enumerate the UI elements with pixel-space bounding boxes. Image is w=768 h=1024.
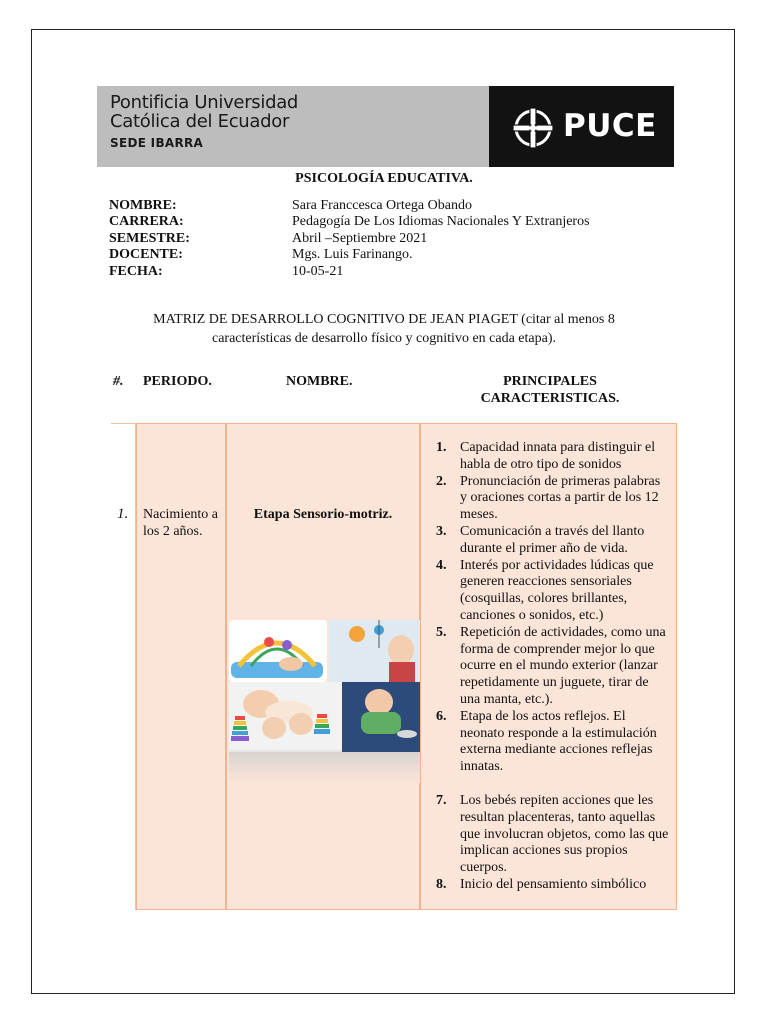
- puce-cross-emblem-icon: [511, 106, 555, 150]
- list-item-text: Capacidad innata para distinguir el habla de otro tipo de sonidos: [460, 440, 656, 472]
- university-name-line2: Católica del Ecuador: [110, 111, 290, 132]
- list-item: [430, 524, 670, 558]
- periodo-text: Nacimiento a los 2 años.: [143, 507, 219, 539]
- list-item: [430, 625, 670, 709]
- info-value-fecha: 10-05-21: [292, 264, 344, 279]
- banner-left-panel: [97, 86, 489, 167]
- row-number: 1.: [117, 506, 129, 522]
- characteristics-list: [430, 440, 670, 894]
- list-item: [430, 474, 670, 524]
- list-item-number: 1.: [436, 440, 447, 455]
- list-item-number: 3.: [436, 523, 447, 539]
- university-name-line1: Pontificia Universidad: [110, 92, 299, 113]
- list-item: [430, 877, 670, 894]
- list-item-text: Etapa de los actos reflejos. El neonato responde a la estimulación externa mediante acciones reflejas innatas.: [460, 708, 657, 775]
- matrix-title: [120, 310, 648, 348]
- list-item-text: Comunicación a través del llanto durante el primer año de vida.: [460, 523, 645, 556]
- info-value-nombre: Sara Franccesca Ortega Obando: [292, 198, 472, 213]
- info-value-docente: Mgs. Luis Farinango.: [292, 247, 413, 262]
- header-periodo: PERIODO.: [143, 374, 212, 389]
- cell-periodo: [136, 423, 226, 910]
- list-item-text: Pronunciación de primeras palabras y oraciones cortas a partir de los 12 meses.: [460, 473, 661, 523]
- list-item-number: 6.: [436, 708, 447, 724]
- info-label-fecha: FECHA:: [109, 264, 163, 279]
- matrix-title-line1: MATRIZ DE DESARROLLO COGNITIVO DE JEAN PIAGET (citar al menos 8: [153, 312, 615, 327]
- university-banner: [97, 86, 674, 167]
- list-item-text: Inicio del pensamiento simbólico: [460, 876, 647, 892]
- header-num: #.: [113, 374, 124, 389]
- list-item-number: 4.: [436, 557, 447, 573]
- list-item-text: Repetición de actividades, como una forma de comprender mejor lo que ocurre en el mundo exterior (lanzar repetidamente un juguete, tirar de una manta, etc.).: [460, 624, 666, 707]
- info-label-carrera: CARRERA:: [109, 214, 184, 229]
- header-caract-line1: PRINCIPALES: [503, 374, 597, 389]
- info-value-semestre: Abril –Septiembre 2021: [292, 231, 428, 246]
- list-item-number: 5.: [436, 624, 447, 640]
- header-nombre: NOMBRE.: [286, 374, 353, 389]
- list-item: [430, 793, 670, 877]
- banner-logo-panel: [489, 86, 674, 167]
- baby-development-collage-image: [229, 620, 420, 783]
- info-value-carrera: Pedagogía De Los Idiomas Nacionales Y Extranjeros: [292, 214, 590, 229]
- etapa-name: Etapa Sensorio-motriz.: [253, 507, 393, 522]
- info-label-semestre: SEMESTRE:: [109, 231, 190, 246]
- header-caracteristicas: [430, 373, 670, 407]
- header-caract-line2: CARACTERISTICAS.: [480, 391, 620, 406]
- cell-num: [111, 423, 136, 910]
- list-item-number: 2.: [436, 473, 447, 489]
- course-title: PSICOLOGÍA EDUCATIVA.: [295, 171, 473, 186]
- list-item-text: Los bebés repiten acciones que les resultan placenteras, tanto aquellas que involucran objetos, como las que implican acciones sus propios cuerpos.: [460, 792, 669, 876]
- matrix-title-line2: características de desarrollo físico y cognitivo en cada etapa).: [211, 331, 556, 346]
- info-label-nombre: NOMBRE:: [109, 198, 177, 213]
- list-item: [430, 558, 670, 625]
- list-item: [430, 440, 670, 474]
- campus-name: SEDE IBARRA: [110, 136, 204, 150]
- list-item: [430, 709, 670, 776]
- list-item-text: Interés por actividades lúdicas que generen reacciones sensoriales (cosquillas, colores brillantes, canciones o sonidos, etc.): [460, 557, 654, 623]
- list-item-number: 7.: [436, 792, 447, 808]
- list-item-number: 8.: [436, 876, 447, 892]
- puce-logo-text: PUCE: [563, 108, 657, 144]
- info-label-docente: DOCENTE:: [109, 247, 183, 262]
